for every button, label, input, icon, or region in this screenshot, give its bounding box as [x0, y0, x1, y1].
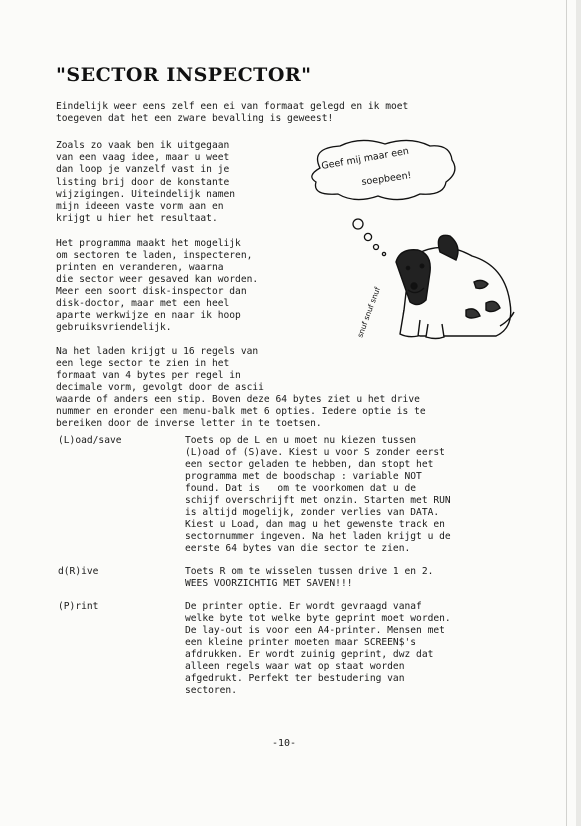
para2-line: die sector weer gesaved kan worden. [56, 274, 259, 285]
option-load-line: sectornummer ingeven. Na het laden krijgt u de [185, 531, 451, 542]
option-load-line: eerste 64 bytes van die sector te zien. [185, 543, 411, 554]
para3-line: bereiken door de inverse letter in te toetsen. [56, 418, 322, 429]
option-load-line: schijf overschrijft met onzin. Starten met RUN [185, 495, 451, 506]
option-label-load-save: (L)oad/save [58, 435, 122, 446]
para3-line: formaat van 4 bytes per regel in [56, 370, 241, 381]
option-print-line: De printer optie. Er wordt gevraagd vanaf [185, 601, 422, 612]
intro-line: toegeven dat het een zware bevalling is geweest! [56, 113, 334, 124]
option-drive-line: WEES VOORZICHTIG MET SAVEN!!! [185, 578, 353, 589]
option-print-line: een kleine printer moeten maar SCREEN$'s [185, 637, 417, 648]
para1-line: dan loop je vanzelf vast in je [56, 164, 230, 175]
para1-line: mijn ideeen vaste vorm aan en [56, 201, 224, 212]
option-load-line: (L)oad of (S)ave. Kiest u voor S zonder eerst [185, 447, 445, 458]
para2-line: disk-doctor, maar met een heel [56, 298, 230, 309]
option-load-line: programma met de boodschap : variable NOT [185, 471, 422, 482]
para3-line: waarde of anders een stip. Boven deze 64 bytes ziet u het drive [56, 394, 420, 405]
option-print-line: afdrukken. Er wordt zuinig geprint, dwz dat [185, 649, 434, 660]
option-print-line: welke byte tot welke byte geprint moet worden. [185, 613, 451, 624]
bubble-text-line2: soepbeen! [360, 170, 413, 188]
option-label-print: (P)rint [58, 601, 99, 612]
option-load-line: is altijd mogelijk, zonder verlies van DATA. [185, 507, 440, 518]
scan-edge [576, 0, 581, 826]
para2-line: printen en veranderen, waarna [56, 262, 224, 273]
para1-line: wijzigingen. Uiteindelijk namen [56, 189, 236, 200]
option-print-line: De lay-out is voor een A4-printer. Mensen met [185, 625, 445, 636]
dog-drawing [396, 235, 514, 338]
para1-line: listing brij door de konstante [56, 177, 230, 188]
bubble-text-line1: Geef mij maar een [320, 145, 410, 172]
option-load-line: een sector geladen te hebben, dan stopt het [185, 459, 434, 470]
para2-line: Meer een soort disk-inspector dan [56, 286, 247, 297]
dog-cartoon-illustration [300, 138, 530, 343]
para3-line: Na het laden krijgt u 16 regels van [56, 346, 259, 357]
scan-edge-line [566, 0, 567, 826]
para3-line: een lege sector te zien in het [56, 358, 230, 369]
option-load-line: Kiest u Load, dan mag u het gewenste track en [185, 519, 445, 530]
para3-line: decimale vorm, gevolgt door de ascii [56, 382, 264, 393]
intro-line: Eindelijk weer eens zelf een ei van formaat gelegd en ik moet [56, 101, 409, 112]
para2-line: om sectoren te laden, inspecteren, [56, 250, 253, 261]
page-number: -10- [272, 738, 297, 749]
para3-line: nummer en eronder een menu-balk met 6 opties. Iedere optie is te [56, 406, 426, 417]
option-load-line: Toets op de L en u moet nu kiezen tussen [185, 435, 417, 446]
option-print-line: afgedrukt. Perfekt ter bestudering van [185, 673, 405, 684]
option-label-drive: d(R)ive [58, 566, 99, 577]
para2-line: gebruiksvriendelijk. [56, 322, 172, 333]
option-load-line: found. Dat is om te voorkomen dat u de [185, 483, 417, 494]
para1-line: van een vaag idee, maar u weet [56, 152, 230, 163]
para1-line: krijgt u hier het resultaat. [56, 213, 218, 224]
option-print-line: sectoren. [185, 685, 237, 696]
para2-line: Het programma maakt het mogelijk [56, 238, 241, 249]
option-drive-line: Toets R om te wisselen tussen drive 1 en 2. [185, 566, 434, 577]
snuf-text: snuf snuf snuf [355, 285, 382, 339]
option-print-line: alleen regels waar wat op staat worden [185, 661, 405, 672]
page-title: "SECTOR INSPECTOR" [56, 64, 312, 86]
para2-line: aparte werkwijze en naar ik hoop [56, 310, 241, 321]
para1-line: Zoals zo vaak ben ik uitgegaan [56, 140, 230, 151]
